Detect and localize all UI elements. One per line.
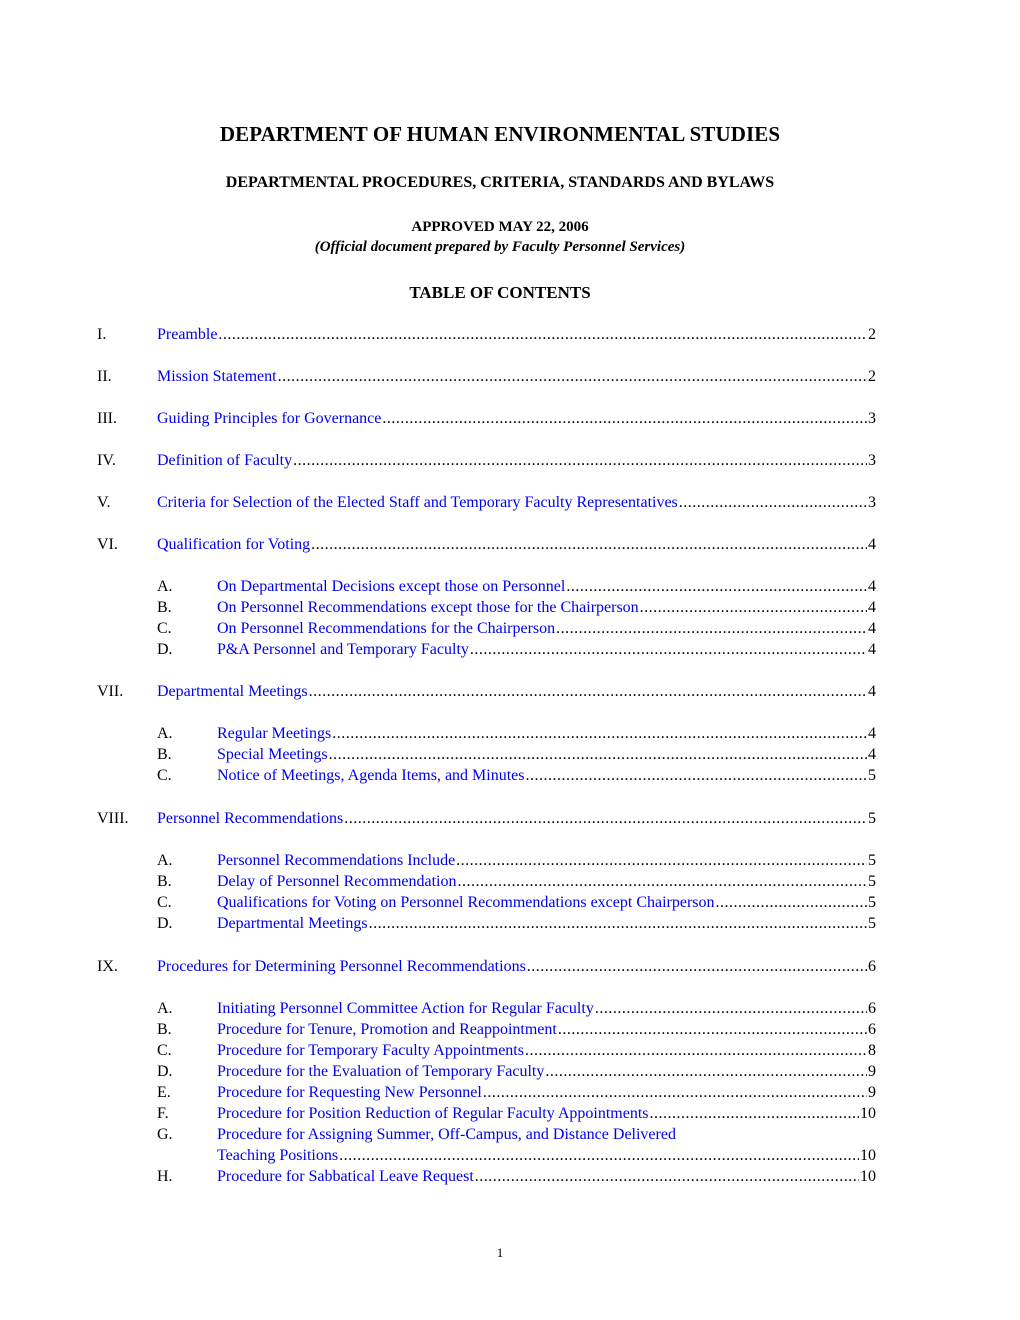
toc-subentry-continuation bbox=[157, 1146, 876, 1166]
dot-leader bbox=[382, 409, 867, 429]
toc-subentry-letter: B. bbox=[157, 873, 172, 890]
toc-page-number: 4 bbox=[868, 599, 876, 616]
toc-page-number: 3 bbox=[868, 494, 876, 511]
toc-page-number: 5 bbox=[868, 894, 876, 911]
dot-leader bbox=[475, 1167, 859, 1187]
toc-subentry-letter: C. bbox=[157, 767, 172, 784]
toc-page-number: 9 bbox=[868, 1063, 876, 1080]
toc-subentry-letter: B. bbox=[157, 1021, 172, 1038]
toc-entry-number: IV. bbox=[97, 452, 116, 469]
toc-subentry bbox=[157, 1083, 876, 1103]
toc-subentry-letter: H. bbox=[157, 1168, 173, 1185]
toc-page-number: 3 bbox=[868, 452, 876, 469]
toc-link[interactable]: Regular Meetings bbox=[217, 725, 332, 742]
toc-page-number: 6 bbox=[868, 1000, 876, 1017]
dot-leader bbox=[218, 325, 867, 345]
toc-entry bbox=[97, 451, 876, 471]
toc-page-number: 6 bbox=[868, 958, 876, 975]
toc-subentry bbox=[157, 1041, 876, 1061]
toc-link[interactable]: Mission Statement bbox=[157, 368, 277, 385]
toc-link[interactable]: Qualification for Voting bbox=[157, 536, 311, 553]
dot-leader bbox=[595, 999, 867, 1019]
toc-subentry bbox=[157, 999, 876, 1019]
toc-entry bbox=[97, 409, 876, 429]
toc-subentry-letter: A. bbox=[157, 725, 173, 742]
dot-leader bbox=[640, 598, 867, 618]
toc-link[interactable]: Teaching Positions bbox=[217, 1147, 339, 1164]
toc-entry-number: IX. bbox=[97, 958, 118, 975]
toc-subentry bbox=[157, 598, 876, 618]
toc-heading: TABLE OF CONTENTS bbox=[409, 283, 591, 302]
toc-entry-number: II. bbox=[97, 368, 112, 385]
dot-leader bbox=[329, 745, 867, 765]
toc-subentry-letter: C. bbox=[157, 1042, 172, 1059]
toc-page-number: 5 bbox=[868, 915, 876, 932]
toc-subentry bbox=[157, 577, 876, 597]
dot-leader bbox=[369, 914, 867, 934]
dot-leader bbox=[679, 493, 867, 513]
toc-link[interactable]: On Personnel Recommendations except those for the Chairperson bbox=[217, 599, 639, 616]
dot-leader bbox=[293, 451, 867, 471]
toc-link[interactable]: On Departmental Decisions except those on Personnel bbox=[217, 578, 566, 595]
toc-subentry-letter: A. bbox=[157, 578, 173, 595]
toc-page-number: 4 bbox=[868, 641, 876, 658]
toc-entry-number: VIII. bbox=[97, 810, 129, 827]
toc-entry-number: III. bbox=[97, 410, 117, 427]
toc-link[interactable]: Qualifications for Voting on Personnel Recommendations except Chairperson bbox=[217, 894, 715, 911]
toc-link[interactable]: Procedure for Assigning Summer, Off-Campus, and Distance Delivered bbox=[217, 1126, 676, 1143]
approval-date: APPROVED MAY 22, 2006 bbox=[411, 219, 589, 235]
toc-page-number: 8 bbox=[868, 1042, 876, 1059]
toc-page-number: 5 bbox=[868, 852, 876, 869]
dot-leader bbox=[556, 619, 867, 639]
toc-entry bbox=[97, 493, 876, 513]
toc-page-number: 10 bbox=[860, 1105, 876, 1122]
toc-subentry-letter: C. bbox=[157, 894, 172, 911]
toc-link[interactable]: Personnel Recommendations Include bbox=[217, 852, 456, 869]
dot-leader bbox=[527, 957, 867, 977]
dot-leader bbox=[545, 1062, 867, 1082]
dot-leader bbox=[526, 766, 868, 786]
toc-link[interactable]: Procedure for Requesting New Personnel bbox=[217, 1084, 482, 1101]
toc-link[interactable]: Delay of Personnel Recommendation bbox=[217, 873, 457, 890]
toc-subentry-letter: E. bbox=[157, 1084, 171, 1101]
toc-link[interactable]: Departmental Meetings bbox=[157, 683, 308, 700]
toc-link[interactable]: Guiding Principles for Governance bbox=[157, 410, 382, 427]
dot-leader bbox=[650, 1104, 860, 1124]
toc-entry bbox=[97, 957, 876, 977]
toc-page-number: 10 bbox=[860, 1168, 876, 1185]
toc-link[interactable]: Criteria for Selection of the Elected Staff and Temporary Faculty Representatives bbox=[157, 494, 678, 511]
toc-page-number: 9 bbox=[868, 1084, 876, 1101]
dot-leader bbox=[716, 893, 867, 913]
toc-link[interactable]: Procedure for Sabbatical Leave Request bbox=[217, 1168, 474, 1185]
toc-entry bbox=[97, 325, 876, 345]
toc-entry-number: V. bbox=[97, 494, 111, 511]
dot-leader bbox=[344, 809, 867, 829]
toc-page-number: 5 bbox=[868, 810, 876, 827]
toc-subentry-letter: F. bbox=[157, 1105, 169, 1122]
dot-leader bbox=[483, 1083, 867, 1103]
official-note: (Official document prepared by Faculty Personnel Services) bbox=[314, 239, 686, 255]
toc-entry bbox=[97, 535, 876, 555]
dot-leader bbox=[566, 577, 867, 597]
toc-page-number: 4 bbox=[868, 620, 876, 637]
dot-leader bbox=[332, 724, 867, 744]
toc-page-number: 4 bbox=[868, 683, 876, 700]
dot-leader bbox=[278, 367, 867, 387]
dot-leader bbox=[309, 682, 867, 702]
dot-leader bbox=[456, 851, 867, 871]
toc-page-number: 5 bbox=[868, 767, 876, 784]
toc-entry-number: VI. bbox=[97, 536, 118, 553]
toc-subentry bbox=[157, 619, 876, 639]
toc-subentry-letter: G. bbox=[157, 1126, 173, 1143]
toc-link[interactable]: Notice of Meetings, Agenda Items, and Minutes bbox=[217, 767, 525, 784]
dot-leader bbox=[458, 872, 868, 892]
dot-leader bbox=[311, 535, 867, 555]
toc-page-number: 10 bbox=[860, 1147, 876, 1164]
toc-subentry bbox=[157, 745, 876, 765]
toc-subentry bbox=[157, 1062, 876, 1082]
toc-link[interactable]: Special Meetings bbox=[217, 746, 328, 763]
toc-subentry-letter: D. bbox=[157, 641, 173, 658]
toc-page-number: 6 bbox=[868, 1021, 876, 1038]
toc-page-number: 5 bbox=[868, 873, 876, 890]
toc-subentry-letter: B. bbox=[157, 599, 172, 616]
toc-subentry bbox=[157, 766, 876, 786]
toc-subentry bbox=[157, 872, 876, 892]
toc-subentry bbox=[157, 851, 876, 871]
toc-subentry-letter: D. bbox=[157, 915, 173, 932]
toc-link[interactable]: On Personnel Recommendations for the Chairperson bbox=[217, 620, 556, 637]
toc-link[interactable]: Procedure for Temporary Faculty Appointments bbox=[217, 1042, 524, 1059]
toc-link[interactable]: Definition of Faculty bbox=[157, 452, 293, 469]
toc-subentry-letter: D. bbox=[157, 1063, 173, 1080]
toc-page-number: 2 bbox=[868, 326, 876, 343]
toc-link[interactable]: Preamble bbox=[157, 326, 218, 343]
toc-link[interactable]: Procedure for Tenure, Promotion and Reappointment bbox=[217, 1021, 557, 1038]
toc-subentry bbox=[157, 1104, 876, 1124]
toc-entry-number: VII. bbox=[97, 683, 124, 700]
document-title: DEPARTMENT OF HUMAN ENVIRONMENTAL STUDIES bbox=[219, 122, 781, 146]
dot-leader bbox=[558, 1020, 867, 1040]
toc-link[interactable]: Procedure for Position Reduction of Regular Faculty Appointments bbox=[217, 1105, 649, 1122]
toc-link[interactable]: P&A Personnel and Temporary Faculty bbox=[217, 641, 469, 658]
page-number: 1 bbox=[496, 1245, 504, 1260]
toc-link[interactable]: Procedure for the Evaluation of Temporary Faculty bbox=[217, 1063, 545, 1080]
toc-entry-number: I. bbox=[97, 326, 107, 343]
toc-link[interactable]: Procedures for Determining Personnel Recommendations bbox=[157, 958, 526, 975]
toc-subentry-letter: A. bbox=[157, 852, 173, 869]
toc-subentry bbox=[157, 1167, 876, 1187]
toc-page-number: 3 bbox=[868, 410, 876, 427]
toc-subentry bbox=[157, 1020, 876, 1040]
dot-leader bbox=[339, 1146, 859, 1166]
toc-subentry-letter: A. bbox=[157, 1000, 173, 1017]
toc-entry bbox=[97, 809, 876, 829]
dot-leader bbox=[470, 640, 867, 660]
toc-link[interactable]: Departmental Meetings bbox=[217, 915, 368, 932]
toc-subentry bbox=[157, 914, 876, 934]
toc-subentry-letter: B. bbox=[157, 746, 172, 763]
toc-link[interactable]: Initiating Personnel Committee Action for Regular Faculty bbox=[217, 1000, 594, 1017]
toc-subentry-letter: C. bbox=[157, 620, 172, 637]
toc-entry bbox=[97, 682, 876, 702]
toc-page-number: 4 bbox=[868, 536, 876, 553]
toc-page-number: 4 bbox=[868, 725, 876, 742]
toc-subentry bbox=[157, 893, 876, 913]
toc-page-number: 4 bbox=[868, 746, 876, 763]
toc-entry bbox=[97, 367, 876, 387]
dot-leader bbox=[525, 1041, 867, 1061]
toc-subentry bbox=[157, 724, 876, 744]
toc-page-number: 2 bbox=[868, 368, 876, 385]
toc-subentry bbox=[157, 640, 876, 660]
toc-subentry bbox=[157, 1125, 876, 1145]
document-subtitle: DEPARTMENTAL PROCEDURES, CRITERIA, STANDARDS AND BYLAWS bbox=[225, 174, 775, 191]
toc-page-number: 4 bbox=[868, 578, 876, 595]
toc-link[interactable]: Personnel Recommendations bbox=[157, 810, 344, 827]
